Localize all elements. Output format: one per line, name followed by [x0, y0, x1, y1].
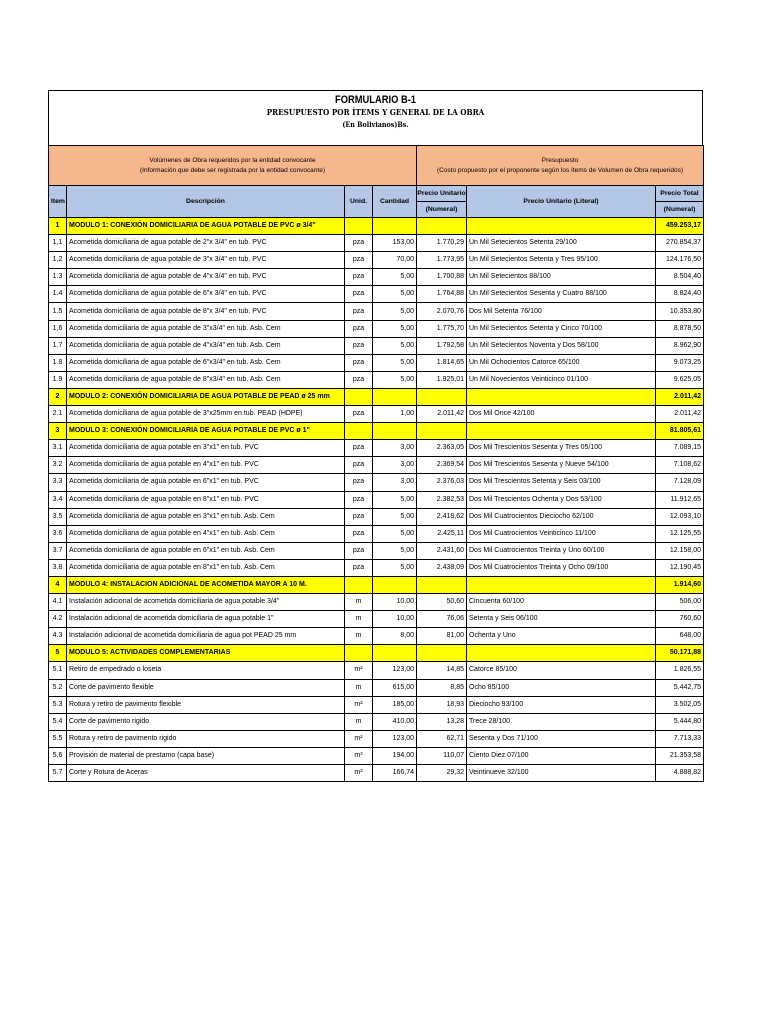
- item-cell: 5.3: [49, 696, 67, 713]
- description-cell: Corte de pavimento rigido: [67, 713, 345, 730]
- item-cell: 4: [49, 576, 67, 593]
- description-cell: Acometida domiciliaria de agua potable de 3"x3/4" en tub. Asb. Cem: [67, 320, 345, 337]
- unit-price-literal-cell: Dos Mil Once 42/100: [467, 406, 656, 423]
- unit-cell: [345, 645, 373, 662]
- unit-cell: pza: [345, 542, 373, 559]
- quantity-cell: 5,00: [373, 542, 417, 559]
- col-header-item: Item: [49, 186, 67, 218]
- item-cell: 1,2: [49, 252, 67, 269]
- description-cell: Retiro de empedrado o loseta: [67, 662, 345, 679]
- table-row: [49, 611, 704, 628]
- unit-price-cell: 2.070,76: [417, 303, 467, 320]
- unit-cell: pza: [345, 320, 373, 337]
- unit-price-cell: [417, 423, 467, 440]
- unit-cell: pza: [345, 508, 373, 525]
- description-cell: Corte de pavimento flexible: [67, 679, 345, 696]
- quantity-cell: 123,00: [373, 662, 417, 679]
- quantity-cell: 185,00: [373, 696, 417, 713]
- table-row: [49, 508, 704, 525]
- col-header-total-price: Precio Total (Numeral): [656, 186, 704, 218]
- total-price-cell: 2.011,42: [656, 406, 704, 423]
- unit-price-cell: 2.011,42: [417, 406, 467, 423]
- item-cell: 2: [49, 388, 67, 405]
- quantity-cell: [373, 645, 417, 662]
- total-price-cell: 459.253,17: [656, 218, 704, 235]
- unit-price-literal-cell: Dos Mil Cuatrocientos Dieciocho 62/100: [467, 508, 656, 525]
- quantity-cell: 153,00: [373, 235, 417, 252]
- item-cell: 5: [49, 645, 67, 662]
- budget-table: [48, 145, 704, 782]
- description-cell: Acometida domiciliaria de agua potable de 8"x3/4" en tub. Asb. Cem: [67, 371, 345, 388]
- total-price-cell: 12.125,55: [656, 525, 704, 542]
- unit-cell: m: [345, 628, 373, 645]
- description-cell: Instalación adicional de acometida domiciliaria de agua potable 1": [67, 611, 345, 628]
- item-cell: 3.3: [49, 474, 67, 491]
- total-price-cell: 81.805,61: [656, 423, 704, 440]
- description-cell: Acometida domiciliaria de agua potable en 6"x1" en tub. Asb. Cem: [67, 542, 345, 559]
- item-cell: 5.1: [49, 662, 67, 679]
- description-cell: Rotura y retiro de pavimento flexible: [67, 696, 345, 713]
- item-cell: 3.2: [49, 457, 67, 474]
- item-cell: 3: [49, 423, 67, 440]
- module-row: [49, 218, 704, 235]
- table-row: [49, 765, 704, 782]
- unit-cell: [345, 576, 373, 593]
- unit-price-cell: 110,07: [417, 747, 467, 764]
- table-row: [49, 269, 704, 286]
- description-cell: Corte y Rotura de Aceras: [67, 765, 345, 782]
- table-row: [49, 696, 704, 713]
- unit-cell: [345, 388, 373, 405]
- budget-header: Presupuesto (Costo propuesto por el proponente según los ítems de Volumen de Obra requeridos): [417, 146, 704, 186]
- unit-price-cell: 76,06: [417, 611, 467, 628]
- total-price-cell: 12.158,00: [656, 542, 704, 559]
- total-price-cell: 8.824,40: [656, 286, 704, 303]
- unit-cell: pza: [345, 269, 373, 286]
- unit-price-cell: 8,85: [417, 679, 467, 696]
- quantity-cell: [373, 576, 417, 593]
- table-row: [49, 320, 704, 337]
- form-title: FORMULARIO B-1: [334, 94, 417, 106]
- total-price-cell: 9.073,25: [656, 354, 704, 371]
- quantity-cell: 5,00: [373, 337, 417, 354]
- unit-price-literal-cell: [467, 576, 656, 593]
- description-cell: Provisión de material de prestamo (capa base): [67, 747, 345, 764]
- table-row: [49, 525, 704, 542]
- quantity-cell: 1,00: [373, 406, 417, 423]
- item-cell: 1.4: [49, 286, 67, 303]
- unit-price-literal-cell: Ciento Diez 07/100: [467, 747, 656, 764]
- quantity-cell: 3,00: [373, 474, 417, 491]
- quantity-cell: 5,00: [373, 320, 417, 337]
- quantity-cell: 5,00: [373, 371, 417, 388]
- total-price-cell: 760,60: [656, 611, 704, 628]
- unit-price-literal-cell: Dieciocho 93/100: [467, 696, 656, 713]
- table-row: [49, 303, 704, 320]
- description-cell: MODULO 3: CONEXIÓN DOMICILIARIA DE AGUA POTABLE DE PVC ø 1": [67, 423, 345, 440]
- description-cell: Acometida domiciliaria de agua potable en 8"x1" en tub. Asb. Cem: [67, 559, 345, 576]
- unit-cell: pza: [345, 406, 373, 423]
- unit-price-cell: [417, 388, 467, 405]
- total-price-cell: 12.093,10: [656, 508, 704, 525]
- total-price-cell: 10.353,80: [656, 303, 704, 320]
- total-price-cell: 506,00: [656, 594, 704, 611]
- description-cell: Acometida domiciliaria de agua potable en 8"x1" en tub. PVC: [67, 491, 345, 508]
- item-cell: 3.7: [49, 542, 67, 559]
- description-cell: Acometida domiciliaria de agua potable de 6"x3/4" en tub. Asb. Cem: [67, 354, 345, 371]
- unit-price-literal-cell: Trece 28/100: [467, 713, 656, 730]
- unit-cell: [345, 218, 373, 235]
- item-cell: 2.1: [49, 406, 67, 423]
- item-cell: 4.1: [49, 594, 67, 611]
- unit-cell: pza: [345, 286, 373, 303]
- unit-price-cell: 2.369,54: [417, 457, 467, 474]
- description-cell: MODULO 5: ACTIVIDADES COMPLEMENTARIAS: [67, 645, 345, 662]
- description-cell: Acometida domiciliaria de agua potable de 8"x 3/4" en tub. PVC: [67, 303, 345, 320]
- description-cell: Rotura y retiro de pavimento rigido: [67, 730, 345, 747]
- total-price-cell: 8.504,40: [656, 269, 704, 286]
- item-cell: 5.5: [49, 730, 67, 747]
- unit-cell: m²: [345, 730, 373, 747]
- unit-price-literal-cell: Cincuenta 60/100: [467, 594, 656, 611]
- quantity-cell: 3,00: [373, 457, 417, 474]
- total-price-cell: 270.854,37: [656, 235, 704, 252]
- unit-price-literal-cell: Un Mil Setecientos 88/100: [467, 269, 656, 286]
- table-row: [49, 252, 704, 269]
- unit-cell: m²: [345, 765, 373, 782]
- quantity-cell: 5,00: [373, 303, 417, 320]
- total-price-cell: 4.888,82: [656, 765, 704, 782]
- description-cell: Acometida domiciliaria de agua potable en 4"x1" en tub. Asb. Cem: [67, 525, 345, 542]
- unit-price-literal-cell: Setenta y Seis 06/100: [467, 611, 656, 628]
- quantity-cell: [373, 423, 417, 440]
- unit-price-literal-cell: Un Mil Setecientos Setenta y Cinco 70/100: [467, 320, 656, 337]
- unit-price-literal-cell: [467, 645, 656, 662]
- unit-cell: pza: [345, 371, 373, 388]
- quantity-cell: 5,00: [373, 354, 417, 371]
- unit-price-cell: 1.814,65: [417, 354, 467, 371]
- unit-price-cell: 1.764,88: [417, 286, 467, 303]
- table-row: [49, 491, 704, 508]
- unit-price-literal-cell: Un Mil Setecientos Setenta 29/100: [467, 235, 656, 252]
- item-cell: 1,6: [49, 320, 67, 337]
- unit-cell: m²: [345, 662, 373, 679]
- quantity-cell: 10,00: [373, 594, 417, 611]
- description-cell: Acometida domiciliaria de agua potable de 4"x 3/4" en tub. PVC: [67, 269, 345, 286]
- unit-price-literal-cell: Un Mil Setecientos Setenta y Tres 95/100: [467, 252, 656, 269]
- item-cell: 3.5: [49, 508, 67, 525]
- unit-price-cell: 1.775,70: [417, 320, 467, 337]
- unit-price-cell: 1.925,01: [417, 371, 467, 388]
- quantity-cell: 194,00: [373, 747, 417, 764]
- unit-cell: pza: [345, 252, 373, 269]
- description-cell: Instalación adicional de acometida domiciliaria de agua potable 3/4": [67, 594, 345, 611]
- item-cell: 3.6: [49, 525, 67, 542]
- total-price-cell: 5.442,75: [656, 679, 704, 696]
- unit-cell: pza: [345, 559, 373, 576]
- total-price-cell: 7.108,62: [656, 457, 704, 474]
- table-row: [49, 542, 704, 559]
- col-header-quantity: Cantidad: [373, 186, 417, 218]
- description-cell: Instalación adicional de acometida domiciliaria de agua pot PEAD 25 mm: [67, 628, 345, 645]
- column-header-row: [49, 186, 704, 218]
- table-row: [49, 406, 704, 423]
- quantity-cell: 3,00: [373, 440, 417, 457]
- unit-price-literal-cell: Dos Mil Cuatrocientos Treinta y Uno 60/100: [467, 542, 656, 559]
- unit-price-literal-cell: Un Mil Novecientos Veinticinco 01/100: [467, 371, 656, 388]
- unit-cell: m²: [345, 696, 373, 713]
- unit-price-cell: 29,32: [417, 765, 467, 782]
- total-price-cell: 5.444,80: [656, 713, 704, 730]
- module-row: [49, 388, 704, 405]
- item-cell: 3.4: [49, 491, 67, 508]
- table-row: [49, 337, 704, 354]
- unit-price-cell: 81,00: [417, 628, 467, 645]
- item-cell: 5.4: [49, 713, 67, 730]
- unit-cell: pza: [345, 491, 373, 508]
- total-price-cell: 11.912,65: [656, 491, 704, 508]
- unit-price-literal-cell: Dos Mil Trescientos Setenta y Seis 03/100: [467, 474, 656, 491]
- unit-cell: pza: [345, 474, 373, 491]
- table-row: [49, 730, 704, 747]
- item-cell: 1: [49, 218, 67, 235]
- table-row: [49, 628, 704, 645]
- unit-cell: m³: [345, 747, 373, 764]
- unit-cell: m: [345, 611, 373, 628]
- table-row: [49, 286, 704, 303]
- unit-price-cell: 2.418,62: [417, 508, 467, 525]
- unit-price-literal-cell: Dos Mil Cuatrocientos Veinticinco 11/100: [467, 525, 656, 542]
- unit-price-cell: 2.425,11: [417, 525, 467, 542]
- col-header-unit-price-literal: Precio Unitario (Literal): [467, 186, 656, 218]
- item-cell: 4.2: [49, 611, 67, 628]
- description-cell: Acometida domiciliaria de agua potable en 3"x1" en tub. PVC: [67, 440, 345, 457]
- total-price-cell: 9.625,05: [656, 371, 704, 388]
- quantity-cell: 5,00: [373, 525, 417, 542]
- description-cell: Acometida domiciliaria de agua potable de 2"x 3/4" en tub. PVC: [67, 235, 345, 252]
- quantity-cell: 123,00: [373, 730, 417, 747]
- unit-cell: pza: [345, 235, 373, 252]
- unit-price-cell: 1.773,95: [417, 252, 467, 269]
- unit-cell: pza: [345, 354, 373, 371]
- col-header-description: Descripción: [67, 186, 345, 218]
- total-price-cell: 7.089,15: [656, 440, 704, 457]
- item-cell: 5.2: [49, 679, 67, 696]
- table-row: [49, 235, 704, 252]
- form-subtitle: PRESUPUESTO POR ÍTEMS Y GENERAL DE LA OBRA: [266, 108, 485, 118]
- total-price-cell: 124.176,50: [656, 252, 704, 269]
- total-price-cell: 648,00: [656, 628, 704, 645]
- quantity-cell: 5,00: [373, 269, 417, 286]
- unit-price-cell: 1.770,29: [417, 235, 467, 252]
- table-row: [49, 354, 704, 371]
- description-cell: Acometida domiciliaria de agua potable de 3"x25mm en tub. PEAD (HDPE): [67, 406, 345, 423]
- unit-cell: pza: [345, 440, 373, 457]
- item-cell: 5.6: [49, 747, 67, 764]
- total-price-cell: 12.190,45: [656, 559, 704, 576]
- module-row: [49, 645, 704, 662]
- quantity-cell: 10,00: [373, 611, 417, 628]
- total-price-cell: 7.128,09: [656, 474, 704, 491]
- unit-price-cell: [417, 645, 467, 662]
- col-header-unit: Unid.: [345, 186, 373, 218]
- unit-cell: pza: [345, 337, 373, 354]
- table-row: [49, 457, 704, 474]
- total-price-cell: 3.502,05: [656, 696, 704, 713]
- item-cell: 3.1: [49, 440, 67, 457]
- table-row: [49, 371, 704, 388]
- unit-cell: m: [345, 713, 373, 730]
- quantity-cell: 70,00: [373, 252, 417, 269]
- item-cell: 1,1: [49, 235, 67, 252]
- unit-price-literal-cell: Sesenta y Dos 71/100: [467, 730, 656, 747]
- unit-price-cell: 2.431,60: [417, 542, 467, 559]
- table-row: [49, 440, 704, 457]
- unit-price-literal-cell: Un Mil Setecientos Noventa y Dos 58/100: [467, 337, 656, 354]
- table-row: [49, 747, 704, 764]
- unit-price-cell: 1.700,88: [417, 269, 467, 286]
- description-cell: Acometida domiciliaria de agua potable de 6"x 3/4" en tub. PVC: [67, 286, 345, 303]
- quantity-cell: 5,00: [373, 286, 417, 303]
- description-cell: Acometida domiciliaria de agua potable en 6"x1" en tub. PVC: [67, 474, 345, 491]
- quantity-cell: [373, 218, 417, 235]
- volumes-header: Volúmenes de Obra requeridos por la entidad convocante (Información que debe ser registrada por la entidad convocante): [49, 146, 417, 186]
- unit-price-literal-cell: Catorce 85/100: [467, 662, 656, 679]
- unit-price-literal-cell: Dos Mil Cuatrocientos Treinta y Ocho 09/100: [467, 559, 656, 576]
- table-row: [49, 474, 704, 491]
- total-price-cell: 50.171,88: [656, 645, 704, 662]
- table-row: [49, 559, 704, 576]
- unit-cell: m: [345, 594, 373, 611]
- unit-cell: [345, 423, 373, 440]
- unit-price-cell: 1.792,58: [417, 337, 467, 354]
- unit-price-literal-cell: Dos Mil Trescientos Sesenta y Nueve 54/100: [467, 457, 656, 474]
- total-price-cell: 8.962,90: [656, 337, 704, 354]
- module-row: [49, 576, 704, 593]
- quantity-cell: 410,00: [373, 713, 417, 730]
- unit-price-literal-cell: [467, 218, 656, 235]
- unit-cell: m: [345, 679, 373, 696]
- item-cell: 1.5: [49, 303, 67, 320]
- unit-cell: pza: [345, 525, 373, 542]
- unit-cell: pza: [345, 457, 373, 474]
- unit-price-literal-cell: Ocho 85/100: [467, 679, 656, 696]
- unit-price-literal-cell: Dos Mil Setenta 76/100: [467, 303, 656, 320]
- unit-price-cell: 62,71: [417, 730, 467, 747]
- quantity-cell: 5,00: [373, 559, 417, 576]
- table-row: [49, 679, 704, 696]
- description-cell: MODULO 1: CONEXIÓN DOMICILIARIA DE AGUA POTABLE DE PVC ø 3/4": [67, 218, 345, 235]
- total-price-cell: 21.353,58: [656, 747, 704, 764]
- quantity-cell: [373, 388, 417, 405]
- unit-price-cell: 2.363,05: [417, 440, 467, 457]
- total-price-cell: 1.826,55: [656, 662, 704, 679]
- unit-price-cell: [417, 218, 467, 235]
- unit-price-literal-cell: Un Mil Ochocientos Catorce 65/100: [467, 354, 656, 371]
- unit-price-cell: 2.382,53: [417, 491, 467, 508]
- unit-price-literal-cell: Veintinueve 32/100: [467, 765, 656, 782]
- unit-price-cell: 14,85: [417, 662, 467, 679]
- unit-price-cell: 2.376,03: [417, 474, 467, 491]
- item-cell: 5.7: [49, 765, 67, 782]
- item-cell: 1.7: [49, 337, 67, 354]
- quantity-cell: 615,00: [373, 679, 417, 696]
- description-cell: Acometida domiciliaria de agua potable de 3"x 3/4" en tub. PVC: [67, 252, 345, 269]
- unit-price-literal-cell: Un Mil Setecientos Sesenta y Cuatro 88/100: [467, 286, 656, 303]
- total-price-cell: 8.878,50: [656, 320, 704, 337]
- unit-price-literal-cell: [467, 423, 656, 440]
- item-cell: 1.9: [49, 371, 67, 388]
- total-price-cell: 1.914,60: [656, 576, 704, 593]
- form-title-block: [48, 90, 703, 145]
- header-group-row: [49, 146, 704, 186]
- table-row: [49, 713, 704, 730]
- quantity-cell: 8,00: [373, 628, 417, 645]
- unit-price-cell: 2.438,09: [417, 559, 467, 576]
- unit-price-literal-cell: [467, 388, 656, 405]
- quantity-cell: 5,00: [373, 508, 417, 525]
- item-cell: 4.3: [49, 628, 67, 645]
- total-price-cell: 7.713,33: [656, 730, 704, 747]
- item-cell: 1.8: [49, 354, 67, 371]
- description-cell: Acometida domiciliaria de agua potable en 4"x1" en tub. PVC: [67, 457, 345, 474]
- unit-price-literal-cell: Ochenta y Uno: [467, 628, 656, 645]
- currency-note: (En Bolivianos)Bs.: [342, 120, 409, 129]
- table-row: [49, 594, 704, 611]
- col-header-unit-price-numeral: Precio Unitario (Numeral): [417, 186, 467, 218]
- total-price-cell: 2.011,42: [656, 388, 704, 405]
- unit-price-literal-cell: Dos Mil Trescientos Sesenta y Tres 05/100: [467, 440, 656, 457]
- unit-price-cell: 50,60: [417, 594, 467, 611]
- unit-price-literal-cell: Dos Mil Trescientos Ochenta y Dos 53/100: [467, 491, 656, 508]
- quantity-cell: 166,74: [373, 765, 417, 782]
- table-row: [49, 662, 704, 679]
- unit-cell: pza: [345, 303, 373, 320]
- description-cell: MODULO 2: CONEXIÓN DOMICILIARIA DE AGUA POTABLE DE PEAD ø 25 mm: [67, 388, 345, 405]
- description-cell: Acometida domiciliaria de agua potable de 4"x3/4" en tub. Asb. Cem: [67, 337, 345, 354]
- budget-sheet: [48, 90, 703, 782]
- unit-price-cell: 13,28: [417, 713, 467, 730]
- unit-price-cell: [417, 576, 467, 593]
- description-cell: MODULO 4: INSTALACION ADICIONAL DE ACOMETIDA MAYOR A 10 M.: [67, 576, 345, 593]
- module-row: [49, 423, 704, 440]
- unit-price-cell: 18,93: [417, 696, 467, 713]
- item-cell: 3.8: [49, 559, 67, 576]
- description-cell: Acometida domiciliaria de agua potable en 3"x1" en tub. Asb. Cem: [67, 508, 345, 525]
- item-cell: 1.3: [49, 269, 67, 286]
- quantity-cell: 5,00: [373, 491, 417, 508]
